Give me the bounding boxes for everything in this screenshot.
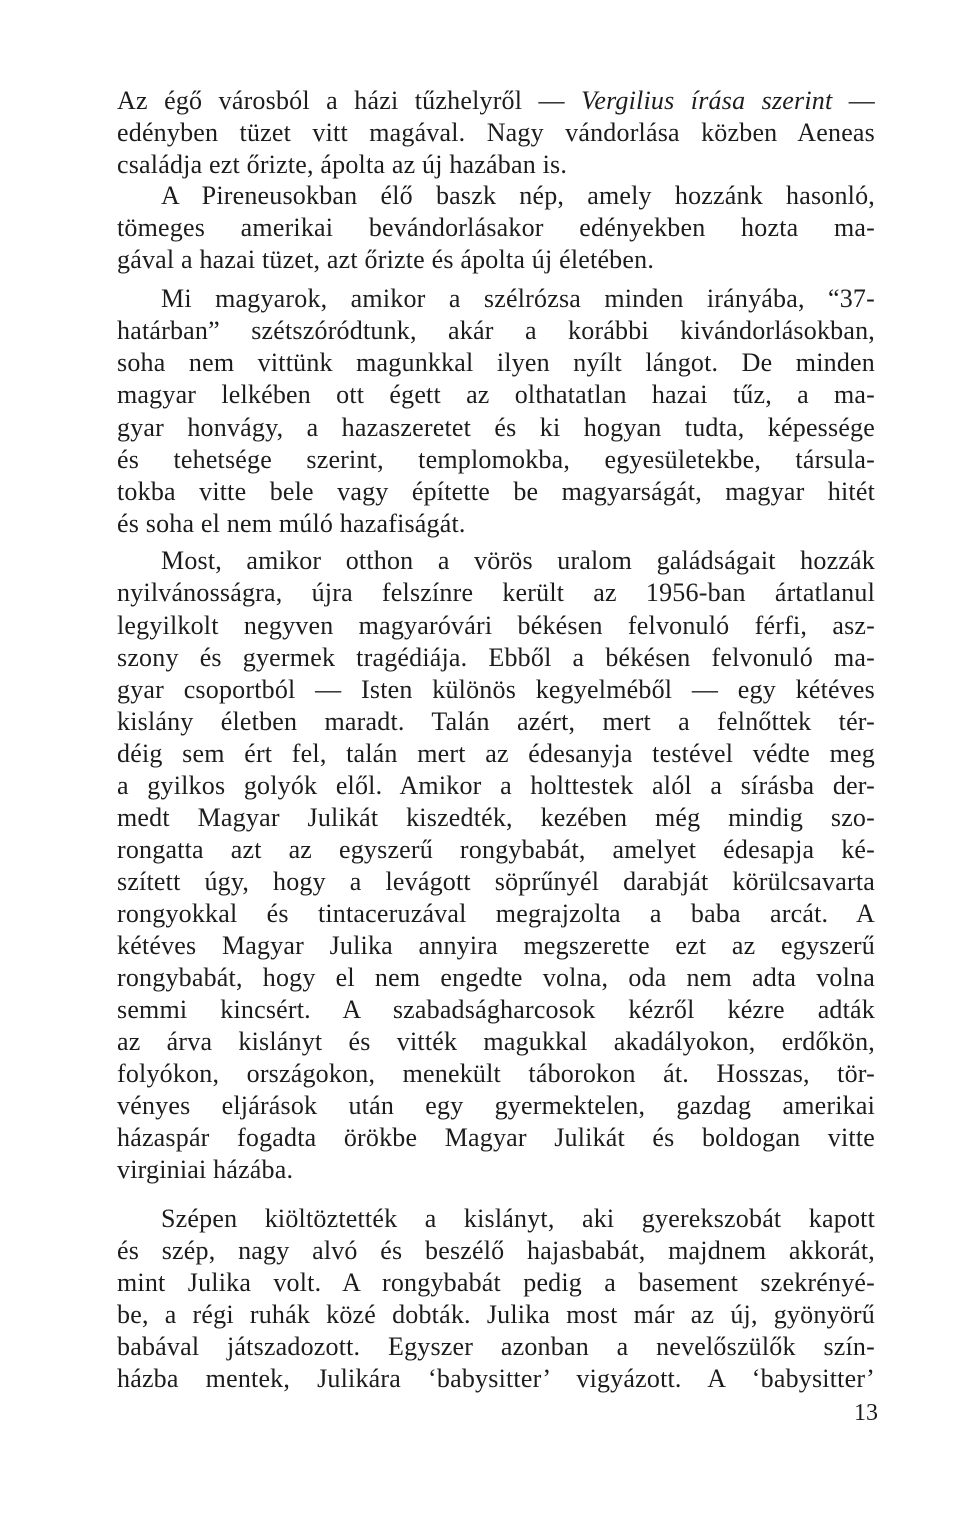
text-line: magyar lelkében ott égett az olthatatlan hazai tűz, a ma- <box>117 380 875 409</box>
text-line: déig sem ért fel, talán mert az édesanyja testével védte meg <box>117 739 875 768</box>
text-line: családja ezt őrizte, ápolta az új hazában is. <box>117 150 568 179</box>
text-line: gyar honvágy, a hazaszeretet és ki hogyan tudta, képessége <box>117 413 875 442</box>
text-line: be, a régi ruhák közé dobták. Julika most már az új, gyönyörű <box>117 1300 875 1329</box>
text-line: virginiai házába. <box>117 1155 294 1184</box>
text-line: folyókon, országokon, menekült táborokon át. Hosszas, tör- <box>117 1059 875 1088</box>
text-line: medt Magyar Julikát kiszedték, kezében még mindig szo- <box>117 803 875 832</box>
text-line: határban” szétszóródtunk, akár a korábbi kivándorlásokban, <box>117 316 875 345</box>
text-line: soha nem vittünk magunkkal ilyen nyílt lángot. De minden <box>117 348 875 377</box>
text-line: Szépen kiöltöztették a kislányt, aki gyerekszobát kapott <box>161 1204 875 1233</box>
text-line: az árva kislányt és vitték magukkal akadályokon, erdőkön, <box>117 1027 875 1056</box>
text-line: kislány életben maradt. Talán azért, mert a felnőttek tér- <box>117 707 875 736</box>
text-line: és tehetsége szerint, templomokba, egyesületekbe, társula- <box>117 445 875 474</box>
text-line: babával játszadozott. Egyszer azonban a nevelőszülők szín- <box>117 1332 875 1361</box>
text-line: legyilkolt negyven magyaróvári békésen felvonuló férfi, asz- <box>117 611 875 640</box>
text-line: vényes eljárások után egy gyermektelen, gazdag amerikai <box>117 1091 875 1120</box>
text-line: szített úgy, hogy a levágott söprűnyél darabját körülcsavarta <box>117 867 875 896</box>
text-line: nyilvánosságra, újra felszínre került az 1956-ban ártatlanul <box>117 578 875 607</box>
text-line: mint Julika volt. A rongybabát pedig a basement szekrényé- <box>117 1268 875 1297</box>
text-line: edényben tüzet vitt magával. Nagy vándorlása közben Aeneas <box>117 118 875 147</box>
text-line: tömeges amerikai bevándorlásakor edényekben hozta ma- <box>117 213 875 242</box>
text-line: rongybabát, hogy el nem engedte volna, oda nem adta volna <box>117 963 875 992</box>
text-line: Az égő városból a házi tűzhelyről — Vergilius írása szerint — <box>117 86 875 115</box>
text-line: és soha el nem múló hazafiságát. <box>117 509 466 538</box>
text-line: Mi magyarok, amikor a szélrózsa minden irányába, “37- <box>161 284 875 313</box>
text-line: tokba vitte bele vagy építette be magyarságát, magyar hitét <box>117 477 875 506</box>
text-line: A Pireneusokban élő baszk nép, amely hozzánk hasonló, <box>161 181 875 210</box>
text-line: házaspár fogadta örökbe Magyar Julikát és boldogan vitte <box>117 1123 875 1152</box>
text-line: a gyilkos golyók elől. Amikor a holttestek alól a sírásba der- <box>117 771 875 800</box>
text-line: gyar csoportból — Isten különös kegyelméből — egy kétéves <box>117 675 875 704</box>
text-line: kétéves Magyar Julika annyira megszerette ezt az egyszerű <box>117 931 875 960</box>
text-line: rongatta azt az egyszerű rongybabát, amelyet édesapja ké- <box>117 835 875 864</box>
text-line: gával a hazai tüzet, azt őrizte és ápolta új életében. <box>117 245 655 274</box>
italic-phrase: Vergilius írása szerint <box>581 86 833 115</box>
text-line: házba mentek, Julikára ‘babysitter’ vigyázott. A ‘babysitter’ <box>117 1364 875 1393</box>
text-line: és szép, nagy alvó és beszélő hajasbabát, majdnem akkorát, <box>117 1236 875 1265</box>
text-line: rongyokkal és tintaceruzával megrajzolta a baba arcát. A <box>117 899 875 928</box>
text-line: Most, amikor otthon a vörös uralom galádságait hozzák <box>161 546 875 575</box>
text-line: szony és gyermek tragédiája. Ebből a békésen felvonuló ma- <box>117 643 875 672</box>
text-line: semmi kincsért. A szabadságharcosok kézről kézre adták <box>117 995 875 1024</box>
page-number: 13 <box>854 1400 878 1426</box>
